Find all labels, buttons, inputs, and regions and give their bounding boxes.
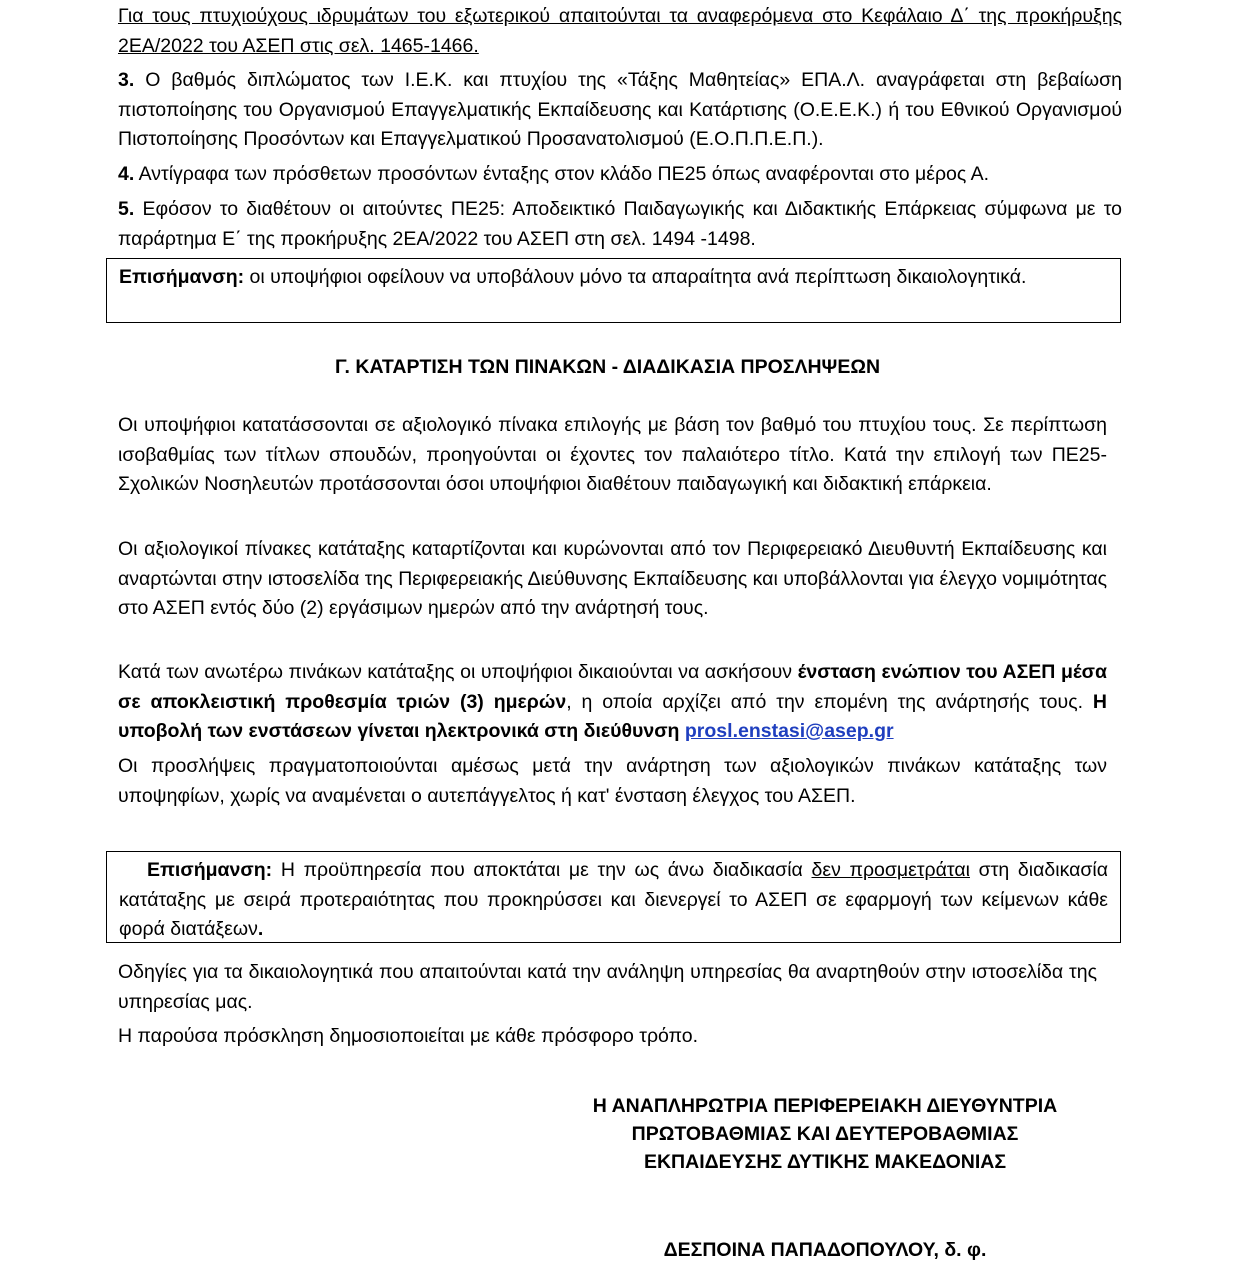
objection-text: Κατά των ανωτέρω πινάκων κατάταξης οι υποψήφιοι δικαιούνται να ασκήσουν <box>118 661 798 683</box>
item-5 <box>118 195 1122 254</box>
signature-title-line-3: ΕΚΠΑΙΔΕΥΣΗΣ ΔΥΤΙΚΗΣ ΜΑΚΕΔΟΝΙΑΣ <box>643 1151 1007 1173</box>
note-text-2: στη διαδικασία κατάταξης με σειρά προτεραιότητας που προκηρύσσει και διενεργεί το ΑΣΕΠ σε εφαρμογή των κείμενων κάθε φορά διατάξεων <box>119 859 1109 940</box>
closing-paragraph-instructions: Οδηγίες για τα δικαιολογητικά που απαιτούνται κατά την ανάληψη υπηρεσίας θα αναρτηθούν στην ιστοσελίδα της υπηρεσίας μας. <box>118 961 1097 1013</box>
item-text: Εφόσον το διαθέτουν οι αιτούντες ΠΕ25: Αποδεικτικό Παιδαγωγικής και Διδακτικής Επάρκειας σύμφωνα με το παράρτημα Ε΄ της προκήρυξης 2ΕΑ/2022 του ΑΣΕΠ στη σελ. 1494 -1498. <box>118 198 1122 250</box>
item-text: Ο βαθμός διπλώματος των Ι.Ε.Κ. και πτυχίου της «Τάξης Μαθητείας» ΕΠΑ.Λ. αναγράφεται στη βεβαίωση πιστοποίησης του Οργανισμού Επαγγελματικής Εκπαίδευσης και Κατάρτισης (Ο.Ε.Ε.Κ.) ή του Εθνικού Οργανισμού Πιστοποίησης Προσόντων και Επαγγελματικού Προσανατολισμού (Ε.Ο.Π.Π.Ε.Π.). <box>118 69 1122 150</box>
note-end: . <box>257 918 264 940</box>
item-3 <box>118 66 1122 155</box>
item-4 <box>118 160 1122 190</box>
objection-email-link[interactable]: prosl.enstasi@asep.gr <box>684 720 894 742</box>
objection-bold: ένσταση ενώπιον του ΑΣΕΠ μέσα σε αποκλειστική προθεσμία τριών (3) ημερών <box>118 661 1108 713</box>
item-number: 3. <box>118 69 135 91</box>
note-text: Η προϋπηρεσία που αποκτάται με την ως άνω διαδικασία <box>272 859 812 881</box>
signature-name: ΔΕΣΠΟΙΝΑ ΠΑΠΑΔΟΠΟΥΛΟΥ, δ. φ. <box>663 1239 987 1261</box>
note-text: οι υποψήφιοι οφείλουν να υποβάλουν μόνο τα απαραίτητα ανά περίπτωση δικαιολογητικά. <box>244 266 1027 288</box>
note-label: Επισήμανση: <box>147 859 273 881</box>
note-box-experience <box>106 851 1121 943</box>
submission-bold: Η υποβολή των ενστάσεων γίνεται ηλεκτρονικά στη διεύθυνση <box>118 690 1107 742</box>
section-paragraph-hirings: Οι προσλήψεις πραγματοποιούνται αμέσως μετά την ανάρτηση των αξιολογικών πινάκων κατάταξης των υποψηφίων, χωρίς να αναμένεται ο αυτεπάγγελτος ή κατ' ένσταση έλεγχος του ΑΣΕΠ. <box>118 755 1107 807</box>
section-paragraph-objection <box>118 658 1107 747</box>
item-text: Αντίγραφα των πρόσθετων προσόντων ένταξης στον κλάδο ΠΕ25 όπως αναφέρονται στο μέρος Α. <box>138 163 990 185</box>
item-number: 5. <box>118 198 135 220</box>
signature-title-line-2: ΠΡΩΤΟΒΑΘΜΙΑΣ ΚΑΙ ΔΕΥΤΕΡΟΒΑΘΜΙΑΣ <box>631 1123 1019 1145</box>
signature-block <box>530 1092 1120 1176</box>
closing-paragraph-publication: Η παρούσα πρόσκληση δημοσιοποιείται με κάθε πρόσφορο τρόπο. <box>118 1025 699 1047</box>
signature-title-line-1: Η ΑΝΑΠΛΗΡΩΤΡΙΑ ΠΕΡΙΦΕΡΕΙΑΚΗ ΔΙΕΥΘΥΝΤΡΙΑ <box>592 1095 1058 1117</box>
foreign-degrees-paragraph: Για τους πτυχιούχους ιδρυμάτων του εξωτερικού απαιτούνται τα αναφερόμενα στο Κεφάλαιο Δ΄ της προκήρυξης 2ΕΑ/2022 του ΑΣΕΠ στις σελ. 1465-1466. <box>118 5 1122 57</box>
objection-text-2: , η οποία αρχίζει από την επομένη της ανάρτησής τους. <box>566 690 1093 713</box>
item-number: 4. <box>118 163 135 185</box>
section-paragraph-ranking: Οι υποψήφιοι κατατάσσονται σε αξιολογικό πίνακα επιλογής με βάση τον βαθμό του πτυχίου τους. Σε περίπτωση ισοβαθμίας των τίτλων σπουδών, προηγούνται οι έχοντες τον παλαιότερο τίτλο. Κατά την επιλογή των ΠΕ25-Σχολικών Νοσηλευτών προτάσσονται όσοι υποψήφιοι διαθέτουν παιδαγωγική και διδακτική επάρκεια. <box>118 414 1107 495</box>
note-label: Επισήμανση: <box>119 266 245 288</box>
section-title: Γ. ΚΑΤΑΡΤΙΣΗ ΤΩΝ ΠΙΝΑΚΩΝ - ΔΙΑΔΙΚΑΣΙΑ ΠΡΟΣΛΗΨΕΩΝ <box>334 356 881 378</box>
note-box-documents <box>106 258 1121 323</box>
section-paragraph-tables: Οι αξιολογικοί πίνακες κατάταξης καταρτίζονται και κυρώνονται από τον Περιφερειακό Διευθυντή Εκπαίδευσης και αναρτώνται στην ιστοσελίδα της Περιφερειακής Διεύθυνσης Εκπαίδευσης και υποβάλλονται για έλεγχο νομιμότητας στο ΑΣΕΠ εντός δύο (2) εργάσιμων ημερών από την ανάρτησή τους. <box>118 538 1107 619</box>
note-underlined-text: δεν προσμετράται <box>811 859 970 881</box>
